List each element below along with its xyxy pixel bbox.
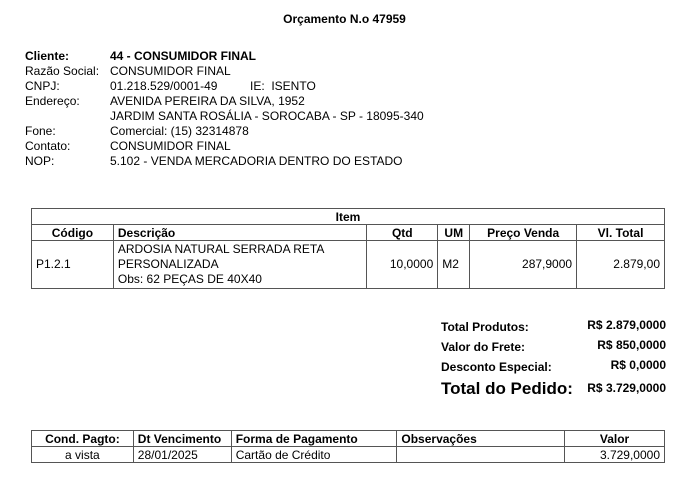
cnpj-label: CNPJ: <box>25 79 60 93</box>
razao-label: Razão Social: <box>25 64 100 78</box>
pay-venc: 28/01/2025 <box>133 447 231 463</box>
items-header-row <box>32 225 665 241</box>
razao-value: CONSUMIDOR FINAL <box>110 64 231 78</box>
endereco-label: Endereço: <box>25 94 80 108</box>
nop-value: 5.102 - VENDA MERCADORIA DENTRO DO ESTADO <box>110 154 403 168</box>
items-caption-row <box>32 209 665 225</box>
page-title: Orçamento N.o 47959 <box>283 12 406 26</box>
items-table <box>31 208 665 289</box>
items-caption: Item <box>32 209 665 225</box>
fone-label: Fone: <box>25 124 56 138</box>
contato-label: Contato: <box>25 139 71 153</box>
pay-valor: 3.729,0000 <box>565 447 665 463</box>
item-um: M2 <box>438 241 470 289</box>
total-produtos-value: R$ 2.879,0000 <box>587 318 666 332</box>
item-qtd: 10,0000 <box>367 241 438 289</box>
col-descricao: Descrição <box>113 225 366 241</box>
contato-value: CONSUMIDOR FINAL <box>110 139 231 153</box>
payment-table <box>31 430 665 463</box>
total-pedido-value: R$ 3.729,0000 <box>587 381 666 395</box>
col-total: Vl. Total <box>577 225 665 241</box>
total-produtos-row <box>441 317 666 337</box>
valor-frete-row <box>441 337 666 357</box>
desconto-row <box>441 357 666 377</box>
cliente-label: Cliente: <box>25 49 70 63</box>
nop-label: NOP: <box>25 154 55 168</box>
desconto-label: Desconto Especial: <box>441 360 552 374</box>
totals-block <box>441 317 666 401</box>
col-qtd: Qtd <box>367 225 438 241</box>
item-preco: 287,9000 <box>470 241 577 289</box>
valor-frete-value: R$ 850,0000 <box>597 338 666 352</box>
desconto-value: R$ 0,0000 <box>610 358 666 372</box>
item-desc-line2: PERSONALIZADA <box>117 257 219 271</box>
item-codigo: P1.2.1 <box>32 241 114 289</box>
fone-value: Comercial: (15) 32314878 <box>110 124 249 138</box>
table-row <box>32 241 665 289</box>
item-total: 2.879,00 <box>577 241 665 289</box>
total-produtos-label: Total Produtos: <box>441 320 529 334</box>
valor-frete-label: Valor do Frete: <box>441 340 526 354</box>
col-forma-pagamento: Forma de Pagamento <box>231 431 397 447</box>
pay-cond: a vista <box>32 447 134 463</box>
col-um: UM <box>438 225 470 241</box>
item-descricao <box>113 241 366 289</box>
pay-forma: Cartão de Crédito <box>231 447 397 463</box>
cnpj-value: 01.218.529/0001-49 <box>110 79 218 93</box>
col-observacoes: Observações <box>397 431 565 447</box>
col-preco: Preço Venda <box>470 225 577 241</box>
payment-header-row <box>32 431 665 447</box>
pay-obs <box>397 447 565 463</box>
ie-value: IE: ISENTO <box>250 79 316 93</box>
col-codigo: Código <box>32 225 114 241</box>
total-pedido-row <box>441 377 666 401</box>
item-obs: Obs: 62 PEÇAS DE 40X40 <box>117 272 262 286</box>
endereco-line2: JARDIM SANTA ROSÁLIA - SOROCABA - SP - 18095-340 <box>110 109 424 123</box>
cliente-value: 44 - CONSUMIDOR FINAL <box>110 49 257 63</box>
col-dt-vencimento: Dt Vencimento <box>133 431 231 447</box>
total-pedido-label: Total do Pedido: <box>441 379 573 398</box>
item-desc-line1: ARDOSIA NATURAL SERRADA RETA <box>117 242 325 256</box>
col-cond-pagto: Cond. Pagto: <box>32 431 134 447</box>
endereco-line1: AVENIDA PEREIRA DA SILVA, 1952 <box>110 94 305 108</box>
table-row <box>32 447 665 463</box>
col-valor: Valor <box>565 431 665 447</box>
